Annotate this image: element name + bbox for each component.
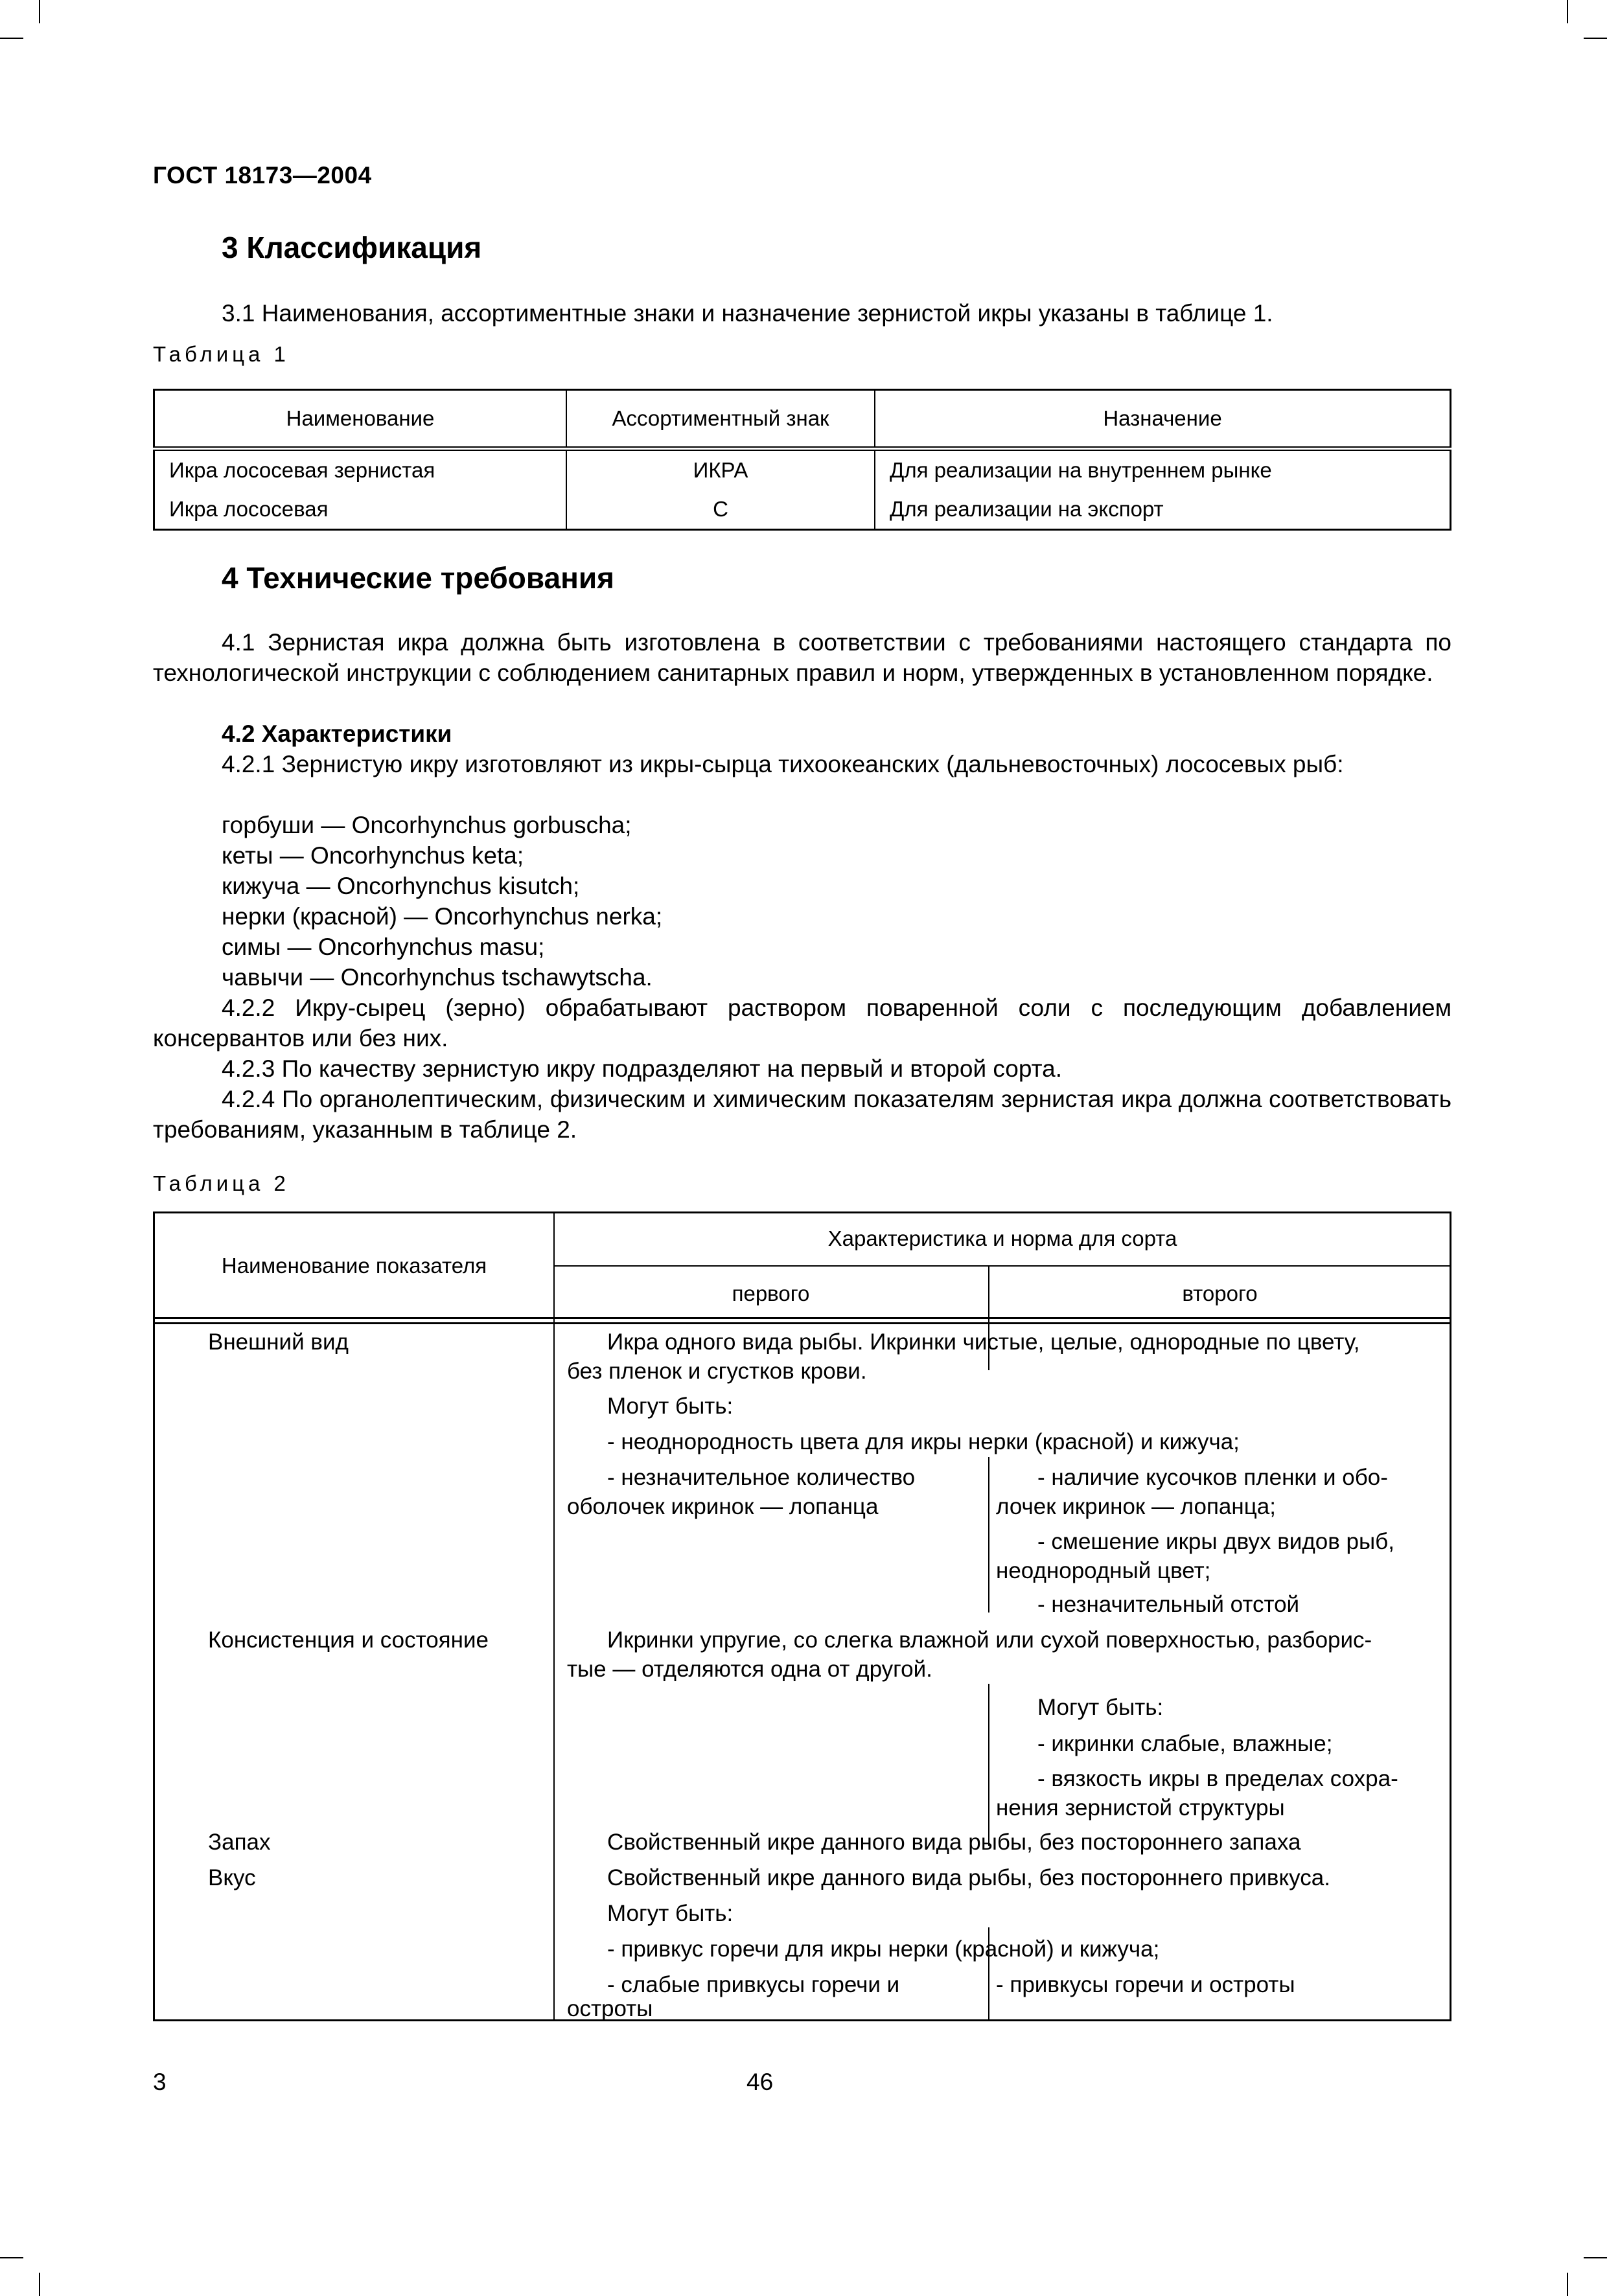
taste-first-item: - слабые привкусы горечи и <box>607 1972 900 1997</box>
taste-may-be: Могут быть: <box>607 1901 734 1926</box>
appearance-second-item: лочек икринок — лопанца; <box>996 1494 1276 1519</box>
consistency-second-item: нения зернистой структуры <box>996 1795 1285 1820</box>
indicator-appearance: Внешний вид <box>208 1329 349 1355</box>
consistency-second-item: - вязкость икры в пределах сохра- <box>1037 1766 1398 1791</box>
page-number-center: 46 <box>746 2069 774 2095</box>
crop-mark-top-left-h <box>0 38 23 39</box>
appearance-first-item: - незначительное количество <box>607 1465 916 1490</box>
table-cell: Для реализации на внутреннем рынке <box>875 449 1451 490</box>
crop-mark-bottom-right-v <box>1567 2273 1568 2296</box>
table-2-header-second: второго <box>1182 1281 1258 1305</box>
species-item: горбуши — Oncorhynchus gorbuscha; <box>222 812 632 838</box>
species-item: кеты — Oncorhynchus keta; <box>222 842 524 869</box>
smell-text: Свойственный икре данного вида рыбы, без постороннего запаха <box>607 1830 1301 1855</box>
table-2-header-bottom <box>155 1317 1451 1319</box>
species-item: кижуча — Oncorhynchus kisutch; <box>222 873 580 899</box>
table-2-header-group: Характеристика и норма для сорта <box>827 1226 1177 1250</box>
table-2 <box>153 1211 1451 2021</box>
table-1-header: Назначение <box>875 390 1451 449</box>
table-2-header-name: Наименование показателя <box>221 1254 487 1278</box>
consistency-may-be: Могут быть: <box>1037 1695 1164 1720</box>
consistency-text: Икринки упругие, со слегка влажной или сухой поверхностью, разборис- <box>607 1627 1372 1653</box>
table-2-header-bottom <box>155 1322 1451 1324</box>
paragraph-4-1: 4.1 Зернистая икра должна быть изготовлена в соответствии с требованиями настоящего стандарта по технологической инструкции с соблюдением санитарных правил и норм, утвержденных в установленном порядке. <box>153 629 1451 686</box>
taste-first-item: остроты <box>567 1996 653 2021</box>
table-cell: Для реализации на экспорт <box>875 490 1451 530</box>
crop-mark-bottom-left-v <box>39 2273 40 2296</box>
table-cell: С <box>566 490 875 530</box>
appearance-text: без пленок и сгустков крови. <box>567 1359 867 1384</box>
species-item: симы — Oncorhynchus masu; <box>222 934 545 960</box>
table-1 <box>153 389 1451 531</box>
table-cell: ИКРА <box>566 449 875 490</box>
species-item: нерки (красной) — Oncorhynchus nerka; <box>222 903 663 930</box>
table-2-header-divider <box>553 1265 1451 1267</box>
taste-second-item: - привкусы горечи и остроты <box>996 1972 1295 1997</box>
consistency-text: тые — отделяются одна от другой. <box>567 1657 932 1682</box>
table-2-subcol-divider <box>988 1684 989 1846</box>
taste-text: Свойственный икре данного вида рыбы, без постороннего привкуса. <box>607 1865 1330 1890</box>
indicator-smell: Запах <box>208 1830 271 1855</box>
crop-mark-top-right-h <box>1584 38 1607 39</box>
paragraph-4-2-4: 4.2.4 По органолептическим, физическим и химическим показателям зернистая икра должна соответствовать требованиям, указанным в таблице 2. <box>153 1086 1451 1143</box>
table-2-col-divider <box>553 1213 555 2021</box>
species-item: чавычи — Oncorhynchus tschawytscha. <box>222 964 653 991</box>
paragraph-4-2-3: 4.2.3 По качеству зернистую икру подразделяют на первый и второй сорта. <box>222 1055 1063 1082</box>
appearance-second-item: - смешение икры двух видов рыб, <box>1037 1529 1394 1554</box>
crop-mark-bottom-right-h <box>1584 2257 1607 2258</box>
appearance-text: Икра одного вида рыбы. Икринки чистые, целые, однородные по цвету, <box>607 1329 1360 1355</box>
crop-mark-bottom-left-h <box>0 2257 23 2258</box>
crop-mark-top-right-v <box>1567 0 1568 23</box>
standard-id: ГОСТ 18173—2004 <box>153 162 372 189</box>
table-1-header-row <box>154 390 1451 449</box>
paragraph-3-1: 3.1 Наименования, ассортиментные знаки и назначение зернистой икры указаны в таблице 1. <box>222 300 1273 327</box>
consistency-second-item: - икринки слабые, влажные; <box>1037 1731 1333 1756</box>
appearance-may-be: Могут быть: <box>607 1394 734 1419</box>
indicator-taste: Вкус <box>208 1865 256 1890</box>
table-2-caption: Таблица 2 <box>153 1171 290 1195</box>
subsection-4-2-title: 4.2 Характеристики <box>222 720 452 747</box>
table-1-caption: Таблица 1 <box>153 342 290 366</box>
appearance-first-item: оболочек икринок — лопанца <box>567 1494 879 1519</box>
table-cell: Икра лососевая зернистая <box>169 458 435 482</box>
table-2-header-first: первого <box>732 1281 810 1305</box>
table-2-subcol-divider <box>988 1457 989 1613</box>
table-1-header: Ассортиментный знак <box>566 390 875 449</box>
table-row <box>154 490 1451 530</box>
taste-item: - привкус горечи для икры нерки (красной) и кижуча; <box>607 1936 1160 1962</box>
section-3-title: 3 Классификация <box>222 231 482 264</box>
appearance-second-item: неоднородный цвет; <box>996 1558 1211 1583</box>
crop-mark-top-left-v <box>39 0 40 23</box>
appearance-item: - неоднородность цвета для икры нерки (красной) и кижуча; <box>607 1429 1240 1454</box>
section-4-title: 4 Технические требования <box>222 561 614 595</box>
paragraph-4-2-2: 4.2.2 Икру-сырец (зерно) обрабатывают раствором поваренной соли с последующим добавлением консервантов или без них. <box>153 994 1451 1051</box>
table-row <box>154 449 1451 490</box>
table-cell: Икра лососевая <box>169 497 329 521</box>
page-number-left: 3 <box>153 2069 167 2095</box>
appearance-second-item: - наличие кусочков пленки и обо- <box>1037 1465 1388 1490</box>
indicator-consistency: Консистенция и состояние <box>208 1627 489 1653</box>
paragraph-4-2-1: 4.2.1 Зернистую икру изготовляют из икры-сырца тихоокеанских (дальневосточных) лососевых рыб: <box>222 751 1344 777</box>
appearance-second-item: - незначительный отстой <box>1037 1592 1300 1617</box>
table-1-header: Наименование <box>154 390 567 449</box>
